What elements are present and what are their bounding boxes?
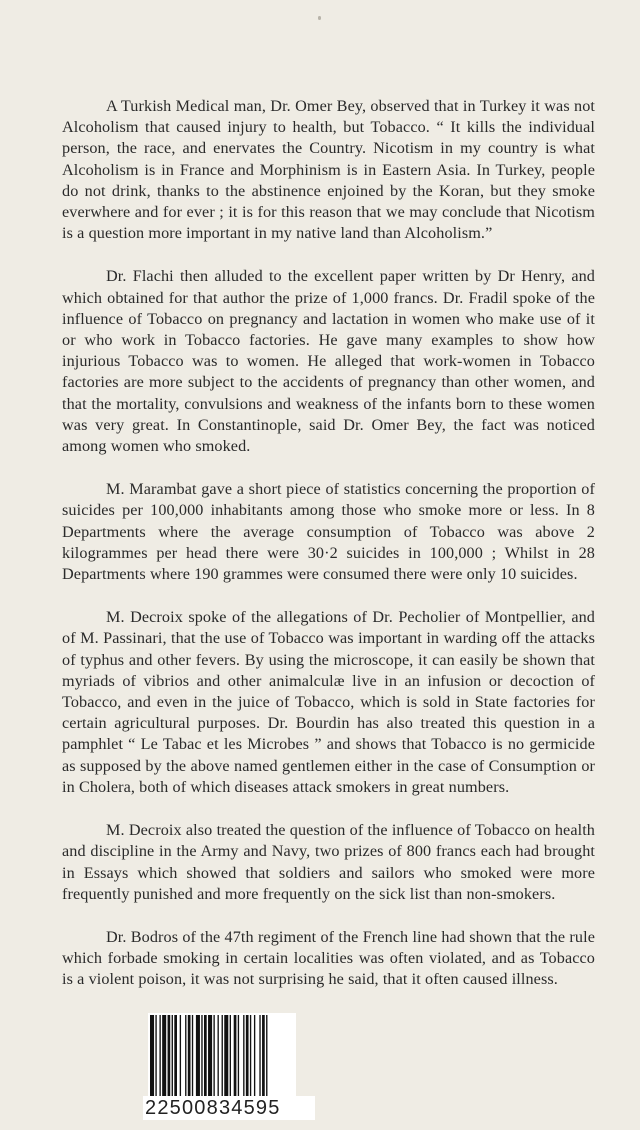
barcode-bar — [155, 1015, 156, 1097]
barcode-bar — [266, 1015, 267, 1097]
paragraph-decroix-microbes: M. Decroix spoke of the allegations of Dr. Pecholier of Montpellier, and of M. Passinari, that the use of Tobacco was important in warding off the attacks of typhus and other fevers. By using the microscope, it can easily be shown that myriads of vibrios and other animalculæ live in an infusion or decoction of Tobacco, and even in the juice of Tobacco, which is sold in State factories for certain agricultural purposes. Dr. Bourdin has also treated this question in a pamphlet “ Le Tabac et les Microbes ” and shows that Tobacco is no germicide as supposed by the above named gentlemen either in the case of Consumption or in Cholera, both of which diseases attack smokers in great numbers. — [62, 608, 595, 796]
barcode-bar — [174, 1015, 177, 1097]
paragraph-omer-bey: A Turkish Medical man, Dr. Omer Bey, observed that in Turkey it was not Alcoholism that caused injury to health, but Tobacco. “ It kills the individual person, the race, and enervates the Country. Nicotism in my country is what Alcoholism is in France and Morphinism is in Eastern Asia. In Turkey, people do not drink, thanks to the abstinence enjoined by the Koran, but they smoke everwhere and for ever ; it is for this reason that we may conclude that Nicotism is a question more important in my native land than Alcoholism.” — [62, 97, 595, 243]
barcode-bar — [172, 1015, 173, 1097]
barcode-bar — [204, 1015, 207, 1097]
barcode-bar — [238, 1015, 239, 1097]
barcode-bar — [250, 1015, 251, 1097]
barcode-bar — [196, 1015, 200, 1097]
barcode-bar — [222, 1015, 223, 1097]
paragraph-decroix-army: M. Decroix also treated the question of the influence of Tobacco on health and discipline in the Army and Navy, two prizes of 800 francs each had brought in Essays which showed that soldiers and sailors who smoked were more frequently punished and more frequently on the sick list than non-smokers. — [62, 821, 595, 903]
barcode-bar — [150, 1015, 154, 1097]
barcode-bar — [180, 1015, 181, 1097]
barcode-bar — [230, 1015, 231, 1097]
barcode-bar — [246, 1015, 249, 1097]
paper-speck — [318, 16, 321, 20]
barcode-bar — [159, 1015, 160, 1097]
barcode-bar — [201, 1015, 202, 1097]
barcode-bar — [162, 1015, 166, 1097]
barcode-bar — [254, 1015, 255, 1097]
paragraph-bodros: Dr. Bodros of the 47th regiment of the French line had shown that the rule which forbade smoking in certain localities was often violated, and as Tobacco is a violent poison, it was not surprising he said, that it often caused illness. — [62, 927, 595, 989]
paragraph-flachi: Dr. Flachi then alluded to the excellent paper written by Dr Henry, and which obtained for that author the prize of 1,000 francs. Dr. Fradil spoke of the influence of Tobacco on pregnancy and lactation in women who make use of it or who work in Tobacco factories. He gave many examples to show how injurious Tobacco was to women. He alleged that work-women in Tobacco factories are more subject to the accidents of pregnancy than other women, and that the mortality, convulsions and weakness of the infants born to these women was very great. In Constantinople, said Dr. Omer Bey, the fact was noticed among women who smoked. — [62, 267, 595, 456]
barcode-bar — [262, 1015, 265, 1097]
barcode-bar — [168, 1015, 171, 1097]
barcode-bar — [259, 1015, 260, 1097]
document-page — [62, 96, 595, 1013]
barcode-number: 22500834595 — [143, 1096, 315, 1120]
barcode-bar — [185, 1015, 186, 1097]
barcode-bar — [188, 1015, 191, 1097]
barcode-bar — [208, 1015, 212, 1097]
barcode-bars — [148, 1013, 296, 1099]
barcode-bar — [243, 1015, 244, 1097]
barcode-bar — [192, 1015, 193, 1097]
paragraph-marambat: M. Marambat gave a short piece of statistics concerning the proportion of suicides per 100,000 inhabitants among those who smoke more or less. In 8 Departments where the average consumption of Tobacco was above 2 kilogrammes per head there were 30·2 suicides in 100,000 ; Whilst in 28 Departments where 190 grammes were consumed there were only 10 suicides. — [62, 480, 595, 584]
library-barcode — [140, 1013, 308, 1119]
barcode-bar — [224, 1015, 228, 1097]
barcode-bar — [234, 1015, 237, 1097]
barcode-bar — [213, 1015, 214, 1097]
barcode-bar — [218, 1015, 219, 1097]
